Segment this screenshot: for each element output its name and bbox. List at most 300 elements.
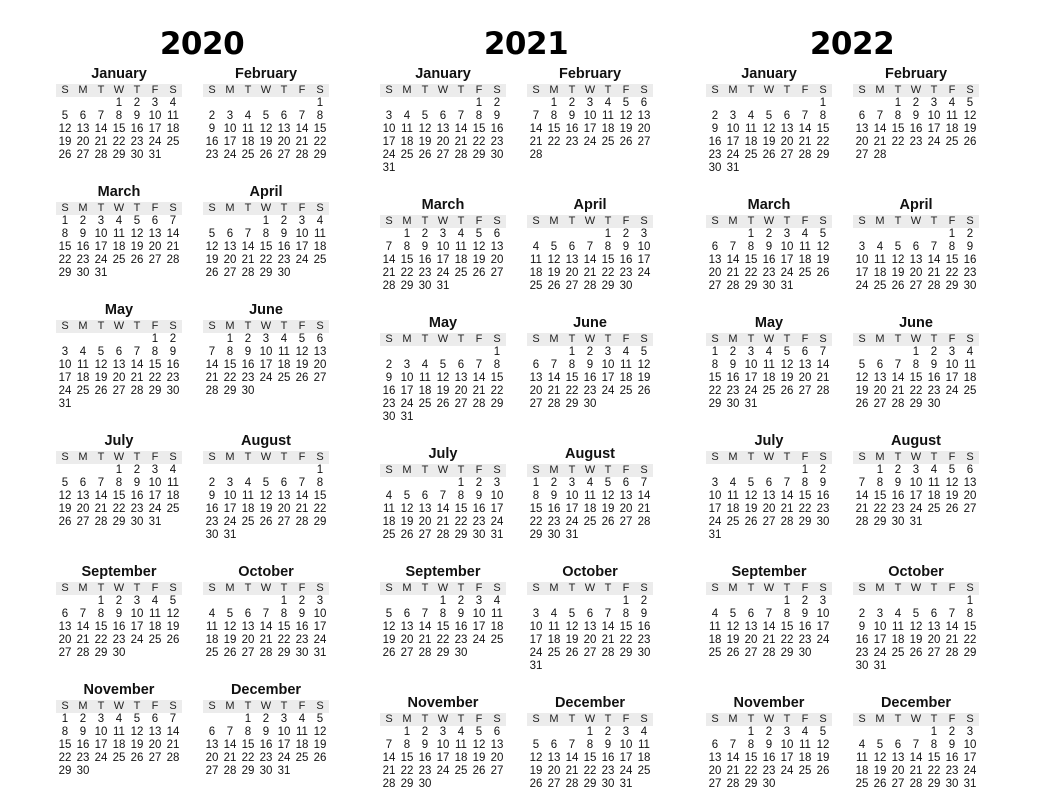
day-cell: 28: [259, 647, 273, 659]
empty-cell: [706, 464, 724, 477]
day-cell: 15: [490, 372, 504, 384]
day-cell: 23: [382, 398, 396, 410]
month-name: January: [741, 66, 797, 82]
day-cell: 16: [547, 503, 561, 515]
day-cell: 5: [966, 97, 974, 109]
month-november: [380, 695, 506, 791]
day-cell: 17: [313, 621, 327, 633]
day-cell: 9: [421, 241, 429, 253]
weekday-label: F: [151, 84, 159, 96]
day-cell: 11: [314, 228, 326, 240]
weekday-label: T: [783, 713, 791, 725]
day-cell: 15: [112, 490, 126, 502]
weekday-label: S: [966, 713, 974, 725]
day-cell: 1: [151, 333, 159, 345]
day-cell: 23: [205, 516, 219, 528]
weekday-label: F: [298, 700, 306, 712]
day-cell: 30: [472, 529, 486, 541]
day-cell: 16: [130, 123, 144, 135]
weekday-label: W: [260, 320, 272, 332]
weekday-label: F: [622, 84, 630, 96]
day-cell: 18: [855, 765, 869, 777]
day-cell: 13: [855, 123, 869, 135]
weekday-label: S: [966, 582, 974, 594]
day-cell: 26: [130, 752, 144, 764]
month-name: March: [421, 197, 465, 213]
day-cell: 25: [112, 254, 126, 266]
month-name: July: [428, 446, 458, 462]
weekday-label: T: [280, 202, 288, 214]
day-cell: 27: [76, 149, 90, 161]
month-name: June: [899, 315, 933, 331]
day-cell: 9: [801, 608, 809, 620]
day-cell: 8: [475, 110, 483, 122]
weekday-label: M: [728, 582, 738, 594]
day-cell: 14: [780, 490, 794, 502]
weekday-label: T: [97, 700, 105, 712]
month-name: April: [249, 184, 283, 200]
day-cell: 17: [277, 739, 291, 751]
day-cell: 25: [112, 752, 126, 764]
month-september: [380, 564, 506, 660]
day-cell: 29: [436, 647, 450, 659]
day-cell: 21: [259, 634, 273, 646]
day-cell: 19: [472, 254, 486, 266]
weekday-label: W: [584, 713, 596, 725]
day-cell: 22: [400, 267, 414, 279]
empty-cell: [398, 595, 416, 608]
day-cell: 25: [454, 765, 468, 777]
weekday-label: S: [711, 84, 719, 96]
day-cell: 18: [454, 752, 468, 764]
weekday-label: T: [604, 215, 612, 227]
day-cell: 13: [565, 254, 579, 266]
month-name: December: [880, 695, 952, 711]
day-cell: 23: [241, 372, 255, 384]
day-cell: 22: [112, 136, 126, 148]
day-cell: 12: [313, 726, 327, 738]
day-cell: 4: [385, 490, 393, 502]
weekday-label: S: [711, 713, 719, 725]
day-grid: [380, 97, 506, 175]
weekday-label: W: [437, 84, 449, 96]
day-cell: 6: [747, 608, 755, 620]
day-cell: 6: [61, 608, 69, 620]
day-cell: 18: [927, 490, 941, 502]
day-cell: 3: [439, 228, 447, 240]
day-cell: 6: [783, 110, 791, 122]
day-cell: 16: [963, 254, 977, 266]
day-cell: 13: [963, 477, 977, 489]
weekday-label: F: [475, 713, 483, 725]
day-cell: 28: [601, 647, 615, 659]
day-cell: 7: [244, 228, 252, 240]
day-cell: 23: [295, 634, 309, 646]
day-cell: 2: [493, 97, 501, 109]
day-cell: 15: [945, 254, 959, 266]
day-cell: 9: [208, 490, 216, 502]
day-cell: 8: [61, 228, 69, 240]
day-cell: 19: [619, 123, 633, 135]
weekday-label: F: [801, 215, 809, 227]
day-cell: 27: [490, 267, 504, 279]
day-cell: 11: [928, 477, 940, 489]
day-cell: 25: [382, 529, 396, 541]
empty-cell: [871, 595, 889, 608]
day-cell: 7: [439, 490, 447, 502]
empty-cell: [398, 346, 416, 359]
day-cell: 1: [97, 595, 105, 607]
day-cell: 15: [313, 123, 327, 135]
day-cell: 22: [583, 765, 597, 777]
day-cell: 28: [166, 254, 180, 266]
day-cell: 11: [383, 503, 395, 515]
day-cell: 21: [130, 372, 144, 384]
day-cell: 10: [400, 372, 414, 384]
day-cell: 9: [568, 110, 576, 122]
day-cell: 10: [855, 254, 869, 266]
day-cell: 20: [76, 136, 90, 148]
day-cell: 7: [550, 359, 558, 371]
day-cell: 27: [490, 765, 504, 777]
day-cell: 26: [205, 267, 219, 279]
empty-cell: [257, 97, 275, 110]
weekday-label: F: [622, 215, 630, 227]
day-cell: 20: [58, 634, 72, 646]
weekday-label: M: [728, 333, 738, 345]
weekday-label: T: [280, 84, 288, 96]
day-cell: 18: [963, 372, 977, 384]
day-cell: 26: [547, 280, 561, 292]
weekday-header: [706, 333, 832, 346]
day-cell: 3: [226, 477, 234, 489]
day-cell: 6: [711, 739, 719, 751]
day-cell: 31: [873, 660, 887, 672]
day-cell: 18: [744, 136, 758, 148]
day-cell: 25: [277, 372, 291, 384]
empty-cell: [760, 97, 778, 110]
day-cell: 17: [780, 254, 794, 266]
day-cell: 16: [490, 123, 504, 135]
weekday-label: S: [208, 700, 216, 712]
weekday-label: M: [225, 320, 235, 332]
day-cell: 29: [873, 516, 887, 528]
day-cell: 3: [280, 713, 288, 725]
weekday-label: T: [133, 582, 141, 594]
month-name: June: [573, 315, 607, 331]
day-cell: 5: [948, 464, 956, 476]
day-cell: 29: [148, 385, 162, 397]
weekday-label: W: [763, 713, 775, 725]
empty-cell: [871, 228, 889, 241]
day-cell: 4: [169, 464, 177, 476]
day-cell: 28: [166, 752, 180, 764]
day-cell: 5: [133, 215, 141, 227]
empty-cell: [398, 97, 416, 110]
weekday-label: M: [549, 713, 559, 725]
weekday-label: T: [747, 582, 755, 594]
day-cell: 4: [298, 713, 306, 725]
day-cell: 17: [148, 123, 162, 135]
weekday-label: F: [622, 582, 630, 594]
day-cell: 23: [205, 149, 219, 161]
empty-cell: [853, 97, 871, 110]
day-cell: 7: [568, 739, 576, 751]
day-cell: 21: [472, 385, 486, 397]
weekday-header: [56, 451, 182, 464]
day-cell: 4: [457, 726, 465, 738]
day-cell: 23: [963, 267, 977, 279]
day-cell: 1: [61, 215, 69, 227]
month-name: July: [104, 433, 134, 449]
day-cell: 16: [891, 490, 905, 502]
day-cell: 19: [259, 136, 273, 148]
weekday-label: T: [244, 84, 252, 96]
weekday-label: S: [169, 202, 177, 214]
day-cell: 8: [316, 477, 324, 489]
month-name: March: [747, 197, 791, 213]
day-cell: 13: [418, 503, 432, 515]
day-cell: 6: [457, 359, 465, 371]
day-cell: 8: [262, 228, 270, 240]
day-cell: 6: [403, 608, 411, 620]
day-cell: 15: [529, 503, 543, 515]
day-cell: 12: [891, 254, 905, 266]
day-cell: 2: [457, 595, 465, 607]
day-cell: 30: [891, 516, 905, 528]
day-cell: 8: [532, 490, 540, 502]
day-cell: 26: [418, 149, 432, 161]
day-cell: 7: [801, 110, 809, 122]
weekday-label: S: [819, 215, 827, 227]
day-cell: 25: [454, 267, 468, 279]
day-cell: 31: [708, 529, 722, 541]
day-grid: [527, 228, 653, 293]
weekday-label: T: [930, 84, 938, 96]
day-cell: 23: [762, 267, 776, 279]
day-grid: [706, 228, 832, 293]
empty-cell: [239, 595, 257, 608]
day-cell: 14: [726, 752, 740, 764]
day-cell: 23: [418, 267, 432, 279]
day-cell: 13: [708, 254, 722, 266]
day-cell: 21: [418, 634, 432, 646]
day-cell: 5: [729, 608, 737, 620]
day-cell: 2: [948, 726, 956, 738]
day-cell: 1: [115, 464, 123, 476]
day-cell: 7: [475, 359, 483, 371]
day-cell: 9: [493, 110, 501, 122]
weekday-label: T: [97, 202, 105, 214]
day-cell: 1: [912, 346, 920, 358]
month-august: [527, 446, 653, 542]
weekday-label: S: [966, 451, 974, 463]
day-cell: 29: [601, 280, 615, 292]
month-name: February: [234, 66, 298, 82]
day-cell: 6: [280, 110, 288, 122]
day-cell: 26: [744, 516, 758, 528]
empty-cell: [742, 595, 760, 608]
day-cell: 7: [912, 739, 920, 751]
day-cell: 29: [583, 778, 597, 790]
weekday-header: [853, 215, 979, 228]
day-cell: 24: [382, 149, 396, 161]
day-cell: 27: [619, 516, 633, 528]
day-cell: 11: [113, 228, 125, 240]
day-cell: 30: [816, 516, 830, 528]
month-name: November: [407, 695, 479, 711]
weekday-header: [853, 84, 979, 97]
empty-cell: [724, 97, 742, 110]
weekday-header: [56, 320, 182, 333]
weekday-label: W: [763, 582, 775, 594]
empty-cell: [92, 97, 110, 110]
day-cell: 18: [529, 267, 543, 279]
day-cell: 6: [115, 346, 123, 358]
day-cell: 23: [490, 136, 504, 148]
month-september: [706, 564, 832, 660]
day-cell: 11: [799, 739, 811, 751]
day-cell: 15: [708, 372, 722, 384]
empty-cell: [239, 97, 257, 110]
day-grid: [380, 346, 506, 424]
day-cell: 4: [622, 346, 630, 358]
day-cell: 25: [619, 385, 633, 397]
day-cell: 7: [97, 110, 105, 122]
empty-cell: [380, 97, 398, 110]
day-cell: 9: [244, 346, 252, 358]
day-cell: 4: [280, 333, 288, 345]
weekday-header: [706, 451, 832, 464]
empty-cell: [203, 713, 221, 726]
weekday-label: M: [402, 713, 412, 725]
day-cell: 25: [963, 385, 977, 397]
month-name: February: [558, 66, 622, 82]
day-cell: 18: [166, 490, 180, 502]
weekday-label: M: [875, 215, 885, 227]
day-cell: 6: [151, 713, 159, 725]
day-cell: 2: [133, 464, 141, 476]
day-cell: 2: [568, 97, 576, 109]
day-cell: 31: [726, 162, 740, 174]
day-cell: 15: [565, 372, 579, 384]
day-cell: 29: [94, 647, 108, 659]
day-cell: 19: [205, 254, 219, 266]
month-may: [706, 315, 832, 411]
day-cell: 11: [874, 254, 886, 266]
weekday-label: T: [894, 713, 902, 725]
empty-cell: [56, 595, 74, 608]
day-cell: 21: [927, 267, 941, 279]
weekday-label: W: [584, 215, 596, 227]
day-cell: 27: [58, 647, 72, 659]
day-cell: 6: [876, 359, 884, 371]
day-cell: 4: [729, 477, 737, 489]
day-cell: 13: [112, 359, 126, 371]
day-cell: 10: [490, 490, 504, 502]
empty-cell: [380, 346, 398, 359]
weekday-label: W: [260, 451, 272, 463]
weekday-label: S: [316, 202, 324, 214]
day-cell: 9: [622, 241, 630, 253]
day-cell: 14: [76, 621, 90, 633]
empty-cell: [742, 97, 760, 110]
day-cell: 18: [726, 503, 740, 515]
weekday-label: S: [61, 84, 69, 96]
weekday-label: T: [457, 713, 465, 725]
day-cell: 1: [894, 97, 902, 109]
day-cell: 13: [547, 752, 561, 764]
day-cell: 19: [313, 739, 327, 751]
day-cell: 27: [454, 398, 468, 410]
weekday-label: T: [604, 713, 612, 725]
day-cell: 25: [708, 647, 722, 659]
month-april: [527, 197, 653, 293]
empty-cell: [203, 97, 221, 110]
day-cell: 29: [490, 398, 504, 410]
day-cell: 19: [418, 136, 432, 148]
day-cell: 9: [729, 359, 737, 371]
weekday-header: [56, 582, 182, 595]
weekday-label: M: [225, 451, 235, 463]
weekday-label: F: [151, 202, 159, 214]
day-cell: 16: [472, 503, 486, 515]
day-cell: 24: [583, 136, 597, 148]
day-cell: 11: [455, 739, 467, 751]
weekday-label: T: [457, 582, 465, 594]
day-cell: 21: [726, 267, 740, 279]
day-cell: 18: [241, 136, 255, 148]
weekday-label: T: [604, 582, 612, 594]
month-name: October: [238, 564, 294, 580]
weekday-label: S: [493, 333, 501, 345]
day-cell: 12: [259, 123, 273, 135]
day-cell: 24: [855, 280, 869, 292]
day-cell: 1: [439, 595, 447, 607]
weekday-label: T: [421, 215, 429, 227]
weekday-header: [380, 333, 506, 346]
month-may: [56, 302, 182, 411]
month-november: [56, 682, 182, 778]
day-cell: 16: [619, 254, 633, 266]
day-cell: 16: [166, 359, 180, 371]
day-cell: 11: [892, 621, 904, 633]
month-name: February: [884, 66, 948, 82]
weekday-label: F: [151, 451, 159, 463]
day-cell: 17: [529, 634, 543, 646]
day-cell: 17: [94, 739, 108, 751]
weekday-label: T: [783, 84, 791, 96]
day-cell: 10: [472, 608, 486, 620]
day-cell: 15: [909, 372, 923, 384]
day-cell: 17: [436, 752, 450, 764]
day-cell: 29: [927, 778, 941, 790]
day-cell: 20: [148, 241, 162, 253]
day-cell: 17: [963, 752, 977, 764]
day-cell: 26: [963, 136, 977, 148]
day-cell: 15: [816, 123, 830, 135]
day-cell: 1: [316, 464, 324, 476]
day-cell: 23: [130, 136, 144, 148]
day-cell: 16: [708, 136, 722, 148]
month-march: [56, 184, 182, 280]
day-cell: 21: [223, 752, 237, 764]
day-cell: 19: [223, 634, 237, 646]
day-cell: 3: [151, 97, 159, 109]
day-cell: 25: [601, 136, 615, 148]
weekday-header: [706, 215, 832, 228]
weekday-label: T: [604, 84, 612, 96]
